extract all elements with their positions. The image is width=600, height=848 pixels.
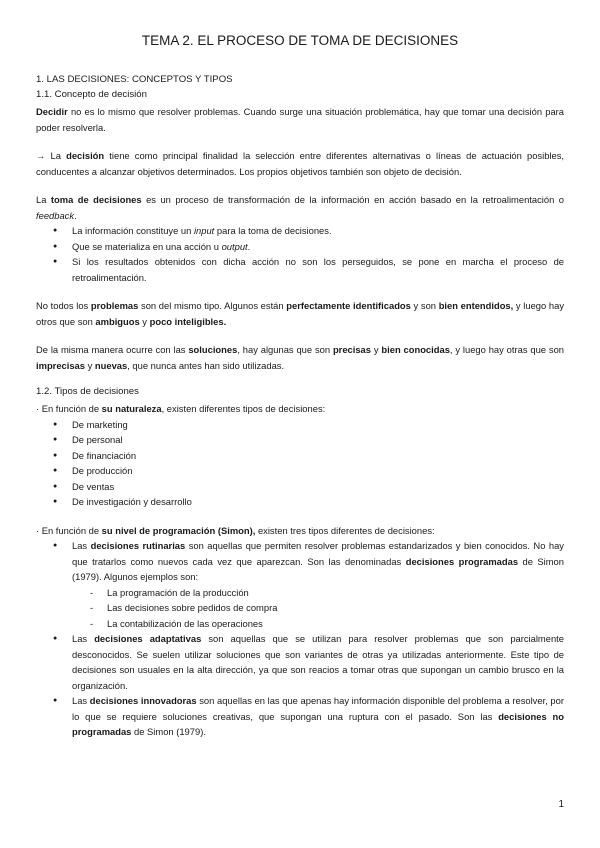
list-item-adaptativas: ● Las decisiones adaptativas son aquellas que se utilizan para resolver problemas que son parcialmente desconocidos. Se suelen utilizar soluciones que son variantes de otras ya utilizadas anteriormente. Este tipo de decisiones son usuales en la alta dirección, ya que son reacios a tomar otras que supongan un cambio brusco en la organización. xyxy=(36,631,564,693)
list-item: ● De producción xyxy=(36,463,564,479)
list-item: ● De personal xyxy=(36,432,564,448)
section-heading-1: 1. LAS DECISIONES: CONCEPTOS Y TIPOS xyxy=(36,74,233,85)
paragraph-decidir: Decidir no es lo mismo que resolver problemas. Cuando surge una situación problemática, hay que tomar una decisión para poder resolverla. xyxy=(36,106,564,133)
paragraph-soluciones: De la misma manera ocurre con las soluciones, hay algunas que son precisas y bien conocidas, y luego hay otras que son imprecisas y nuevas, que nunca antes han sido utilizadas. xyxy=(36,344,564,371)
list-item-rutinarias: ● Las decisiones rutinarias son aquellas que permiten resolver problemas estandarizados y bien conocidos. No hay que tratarlos como nuevos cada vez que aparezcan. Son las denominadas decisiones programadas de Simon (1979). Algunos ejemplos son: - La programación de la producción - Las decisiones sobre pedidos de compra - La contabilización de las operaciones xyxy=(36,538,564,631)
list-item: - La programación de la producción xyxy=(72,585,564,601)
paragraph-naturaleza: · En función de su naturaleza, existen diferentes tipos de decisiones: xyxy=(36,403,326,414)
list-item: ● De ventas xyxy=(36,479,564,495)
list-item: - Las decisiones sobre pedidos de compra xyxy=(72,600,564,616)
decision-types-list xyxy=(36,417,564,510)
paragraph-problemas: No todos los problemas son del mismo tipo. Algunos están perfectamente identificados y son bien entendidos, y luego hay otros que son ambiguos y poco inteligibles. xyxy=(36,300,565,327)
subsection-heading-1-1: 1.1. Concepto de decisión xyxy=(36,89,147,100)
list-item: ● Si los resultados obtenidos con dicha acción no son los perseguidos, se pone en marcha el proceso de retroalimentación. xyxy=(36,254,564,285)
paragraph-toma-de-decisiones: La toma de decisiones es un proceso de transformación de la información en acción basado en la retroalimentación o feedback. xyxy=(36,194,564,221)
examples-list xyxy=(72,585,564,632)
subsection-heading-1-2: 1.2. Tipos de decisiones xyxy=(36,386,139,397)
list-item: ● De marketing xyxy=(36,417,564,433)
programming-level-list xyxy=(36,538,564,740)
list-item: ● De financiación xyxy=(36,448,564,464)
list-item: ● La información constituye un input para la toma de decisiones. xyxy=(36,223,564,239)
paragraph-decision: → La decisión tiene como principal finalidad la selección entre diferentes alternativas o líneas de actuación posibles, conducentes a alcanzar objetivos determinados. Los propios objetivos también son objeto de decisión. xyxy=(36,150,564,177)
list-item: ● Que se materializa en una acción u output. xyxy=(36,239,564,255)
page-number: 1 xyxy=(558,799,564,810)
page-title: TEMA 2. EL PROCESO DE TOMA DE DECISIONES xyxy=(141,33,459,48)
paragraph-nivel-programacion: · En función de su nivel de programación (Simon), existen tres tipos diferentes de decisiones: xyxy=(36,524,435,536)
list-item-innovadoras: ● Las decisiones innovadoras son aquellas en las que apenas hay información disponible del problema a resolver, por lo que se requiere soluciones creativas, que supongan una ruptura con el pasado. Son las decisiones no programadas de Simon (1979). xyxy=(36,693,564,740)
feedback-list xyxy=(36,223,564,285)
list-item: - La contabilización de las operaciones xyxy=(72,616,564,632)
list-item: ● De investigación y desarrollo xyxy=(36,494,564,510)
